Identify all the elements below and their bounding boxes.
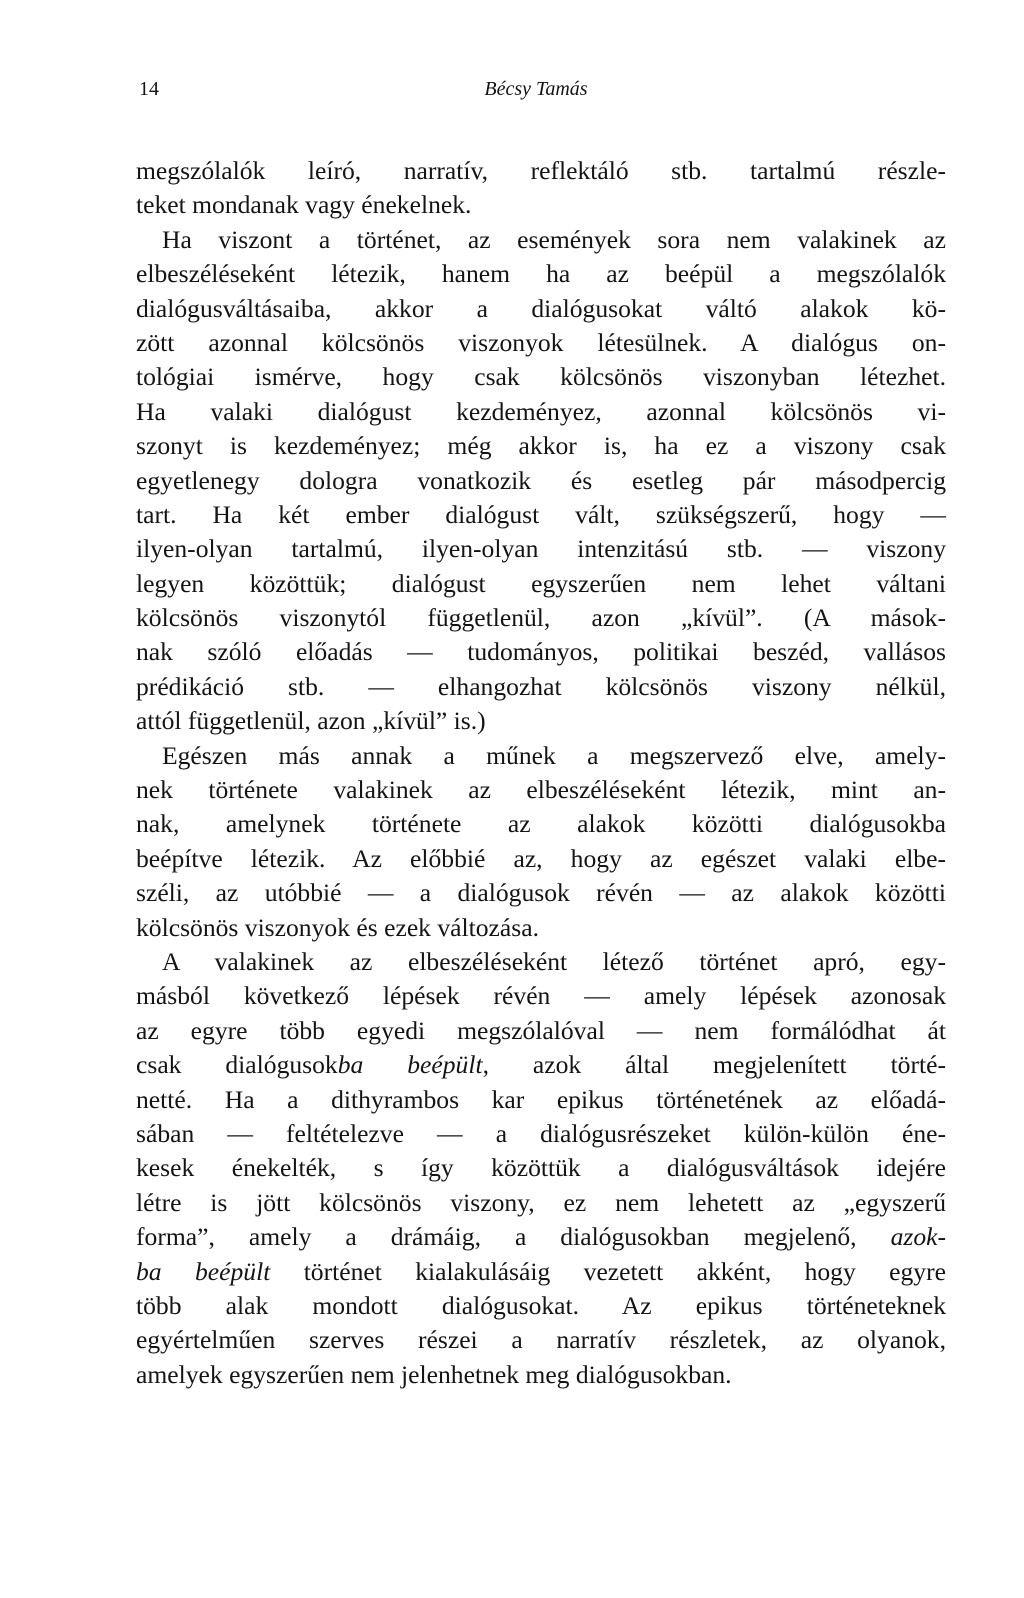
text-line: dialógusváltásaiba, akkor a dialógusokat váltó alakok kö- (136, 293, 946, 323)
text-line: elbeszéléseként létezik, hanem ha az beépül a megszólalók (136, 259, 946, 289)
text-line: kesek énekelték, s így közöttük a dialógusváltások idejére (136, 1153, 946, 1183)
text-line: kölcsönös viszonyok és ezek változása. (136, 912, 539, 942)
text-line: beépítve létezik. Az előbbié az, hogy az egészet valaki elbe- (136, 843, 946, 873)
text-line: zött azonnal kölcsönös viszonyok létesülnek. A dialógus on- (136, 327, 946, 357)
text-line: az egyre több egyedi megszólalóval — nem formálódhat át (136, 1015, 946, 1045)
text-line: attól függetlenül, azon „kívül” is.) (136, 706, 486, 736)
text-line: másból következő lépések révén — amely lépések azonosak (136, 981, 946, 1011)
text-line: egyetlenegy dologra vonatkozik és esetleg pár másodpercig (136, 465, 946, 495)
text-line: Ha valaki dialógust kezdeményez, azonnal kölcsönös vi- (136, 396, 946, 426)
text-line: sában — feltételezve — a dialógusrészeket külön-külön éne- (136, 1118, 946, 1148)
text-line: legyen közöttük; dialógust egyszerűen nem lehet váltani (136, 568, 946, 598)
text-line: tart. Ha két ember dialógust vált, szükségszerű, hogy — (136, 499, 946, 529)
body-text (136, 154, 946, 1392)
paragraph (136, 223, 946, 739)
text-line: netté. Ha a dithyrambos kar epikus történetének az előadá- (136, 1084, 946, 1114)
text-line: tológiai ismérve, hogy csak kölcsönös viszonyban létezhet. (136, 362, 946, 392)
page-number: 14 (139, 78, 159, 100)
text-line: nak, amelynek története az alakok közötti dialógusokba (136, 809, 946, 839)
text-line: forma”, amely a drámáig, a dialógusokban megjelenő, azok- (136, 1222, 946, 1252)
text-line: ilyen-olyan tartalmú, ilyen-olyan intenzitású stb. — viszony (136, 534, 946, 564)
text-line: teket mondanak vagy énekelnek. (136, 190, 472, 220)
text-line: prédikáció stb. — elhangozhat kölcsönös viszony nélkül, (136, 671, 946, 701)
text-line: A valakinek az elbeszéléseként létező történet apró, egy- (162, 946, 946, 976)
text-line: amelyek egyszerűen nem jelenhetnek meg dialógusokban. (136, 1359, 732, 1389)
paragraph (136, 945, 946, 1392)
text-line: több alak mondott dialógusokat. Az epikus történeteknek (136, 1290, 946, 1320)
text-line: egyértelműen szerves részei a narratív részletek, az olyanok, (136, 1325, 946, 1355)
text-line: csak dialógusokba beépült, azok által megjelenített törté- (136, 1050, 947, 1080)
paragraph (136, 739, 946, 945)
text-line: széli, az utóbbié — a dialógusok révén — az alakok közötti (136, 878, 946, 908)
text-line: Ha viszont a történet, az események sora nem valakinek az (162, 224, 946, 254)
paragraph (136, 154, 946, 223)
page-header (139, 74, 939, 104)
text-line: Egészen más annak a műnek a megszervező elve, amely- (162, 740, 946, 770)
text-line: szonyt is kezdeményez; még akkor is, ha ez a viszony csak (136, 431, 946, 461)
text-line: kölcsönös viszonytól függetlenül, azon „kívül”. (A mások- (136, 603, 946, 633)
text-line: megszólalók leíró, narratív, reflektáló stb. tartalmú részle- (136, 156, 946, 185)
text-line: nak szóló előadás — tudományos, politikai beszéd, vallásos (136, 637, 946, 667)
text-line: nek története valakinek az elbeszéléseként létezik, mint an- (136, 775, 946, 805)
text-line: létre is jött kölcsönös viszony, ez nem lehetett az „egyszerű (136, 1187, 946, 1217)
running-head: Bécsy Tamás (484, 78, 588, 100)
text-line: ba beépült történet kialakulásáig vezetett akként, hogy egyre (136, 1256, 946, 1286)
